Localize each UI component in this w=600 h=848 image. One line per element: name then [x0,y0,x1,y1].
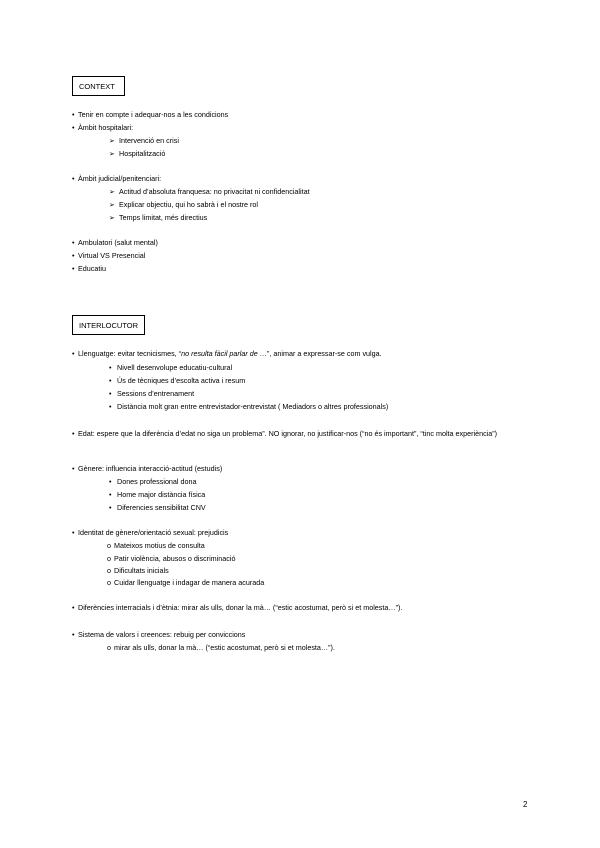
sub-list-item: o Cuidar llenguatge i indagar de manera acurada [107,578,265,587]
list-item: • Edat: espere que la diferència d’edat no siga un problema”. NO ignorar, no justificar-nos (“no és important”, “tinc molta experiència”) [72,429,498,438]
list-item: • Àmbit hospitalari: [72,123,134,132]
sub-list-item: ➢ Intervenció en crisi [109,136,179,145]
list-item: • Educatiu [72,264,106,273]
sub-list-item: ➢ Temps limitat, més directius [109,213,208,222]
sub-list-item: o Patir violència, abusos o discriminació [107,554,236,563]
list-item: • Tenir en compte i adequar-nos a les condicions [72,110,229,119]
sub-list-item: o mirar als ulls, donar la mà… (“estic acostumat, però si et molesta…”). [107,643,335,652]
sub-list-item: • Dones professional dona [109,477,197,486]
section-heading-interlocutor: INTERLOCUTOR [72,315,145,335]
list-item: • Llenguatge: evitar tecnicismes, “no resulta fàcil parlar de …”, animar a expressar-se com vulga. [72,349,382,358]
list-item: • Ambulatori (salut mental) [72,238,158,247]
sub-list-item: • Diferencies sensibilitat CNV [109,503,206,512]
page-number: 2 [523,800,528,809]
sub-list-item: • Nivell desenvolupe educatiu-cultural [109,363,233,372]
list-item: • Gènere: influencia interacció-actitud (estudis) [72,464,223,473]
sub-list-item: • Distància molt gran entre entrevistador-entrevistat ( Mediadors o altres professionals) [109,402,389,411]
sub-list-item: • Home major distància física [109,490,206,499]
sub-list-item: ➢ Actitud d’absoluta franquesa: no privacitat ni confidencialitat [109,187,310,196]
list-item: • Identitat de gènere/orientació sexual: prejudicis [72,528,229,537]
section-heading-context: CONTEXT [72,76,125,96]
sub-list-item: o Mateixos motius de consulta [107,541,205,550]
list-item: • Virtual VS Presencial [72,251,146,260]
list-item: • Àmbit judicial/penitenciari: [72,174,162,183]
sub-list-item: • Ús de tècniques d’escolta activa i resum [109,376,246,385]
list-item: • Sistema de valors i creences: rebuig per conviccions [72,630,246,639]
sub-list-item: o Dificultats inicials [107,566,169,575]
sub-list-item: ➢ Explicar objectiu, qui ho sabrà i el nostre rol [109,200,259,209]
sub-list-item: • Sessions d’entrenament [109,389,195,398]
sub-list-item: ➢ Hospitalització [109,149,166,158]
list-item: • Diferències interracials i d’ètnia: mirar als ulls, donar la mà… (“estic acostumat, però si et molesta…”). [72,603,403,612]
